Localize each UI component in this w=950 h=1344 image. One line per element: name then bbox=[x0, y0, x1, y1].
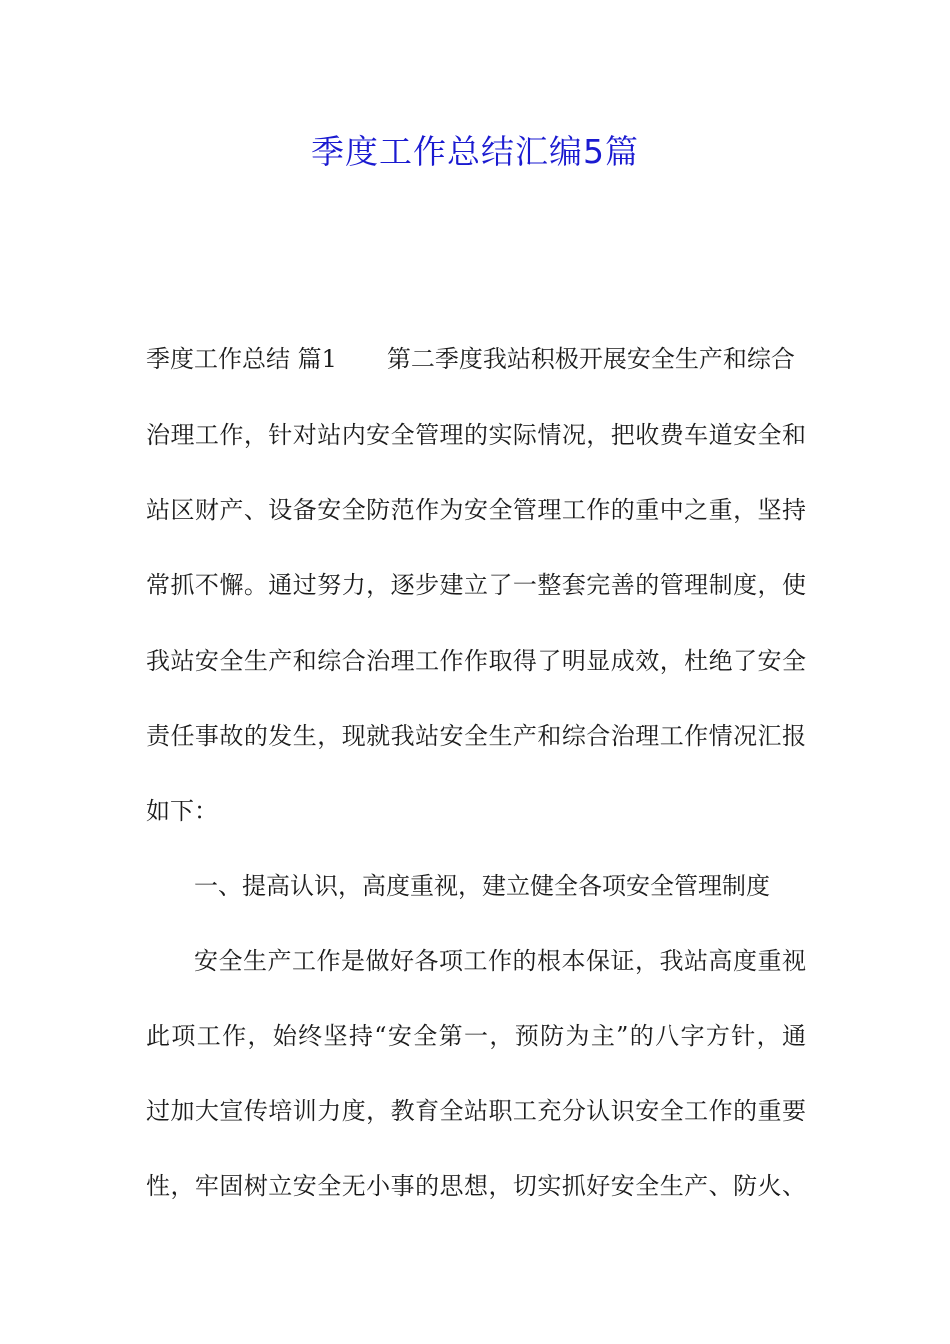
subheading-line: 一、提高认识，高度重视，建立健全各项安全管理制度 bbox=[194, 872, 770, 900]
paragraph-line: 安全生产工作是做好各项工作的根本保证，我站高度重视 bbox=[194, 947, 806, 975]
paragraph-line: 治理工作，针对站内安全管理的实际情况，把收费车道安全和 bbox=[146, 421, 806, 449]
paragraph-line: 责任事故的发生，现就我站安全生产和综合治理工作情况汇报 bbox=[146, 722, 806, 750]
paragraph-line: 此项工作，始终坚持“安全第一，预防为主”的八字方针，通 bbox=[146, 1022, 806, 1050]
section-heading: 季度工作总结 篇1 bbox=[146, 345, 337, 373]
paragraph-line: 如下： bbox=[146, 797, 218, 825]
document-title: 季度工作总结汇编5篇 bbox=[311, 132, 639, 171]
paragraph-text: 第二季度我站积极开展安全生产和综合 bbox=[386, 345, 795, 373]
paragraph-line: 过加大宣传培训力度，教育全站职工充分认识安全工作的重要 bbox=[146, 1097, 806, 1125]
paragraph-line: 性，牢固树立安全无小事的思想，切实抓好安全生产、防火、 bbox=[146, 1172, 806, 1200]
paragraph-line: 我站安全生产和综合治理工作作取得了明显成效，杜绝了安全 bbox=[146, 647, 806, 675]
paragraph-line: 站区财产、设备安全防范作为安全管理工作的重中之重，坚持 bbox=[146, 496, 806, 524]
first-paragraph-line bbox=[146, 342, 806, 376]
paragraph-line: 常抓不懈。通过努力，逐步建立了一整套完善的管理制度，使 bbox=[146, 571, 806, 599]
